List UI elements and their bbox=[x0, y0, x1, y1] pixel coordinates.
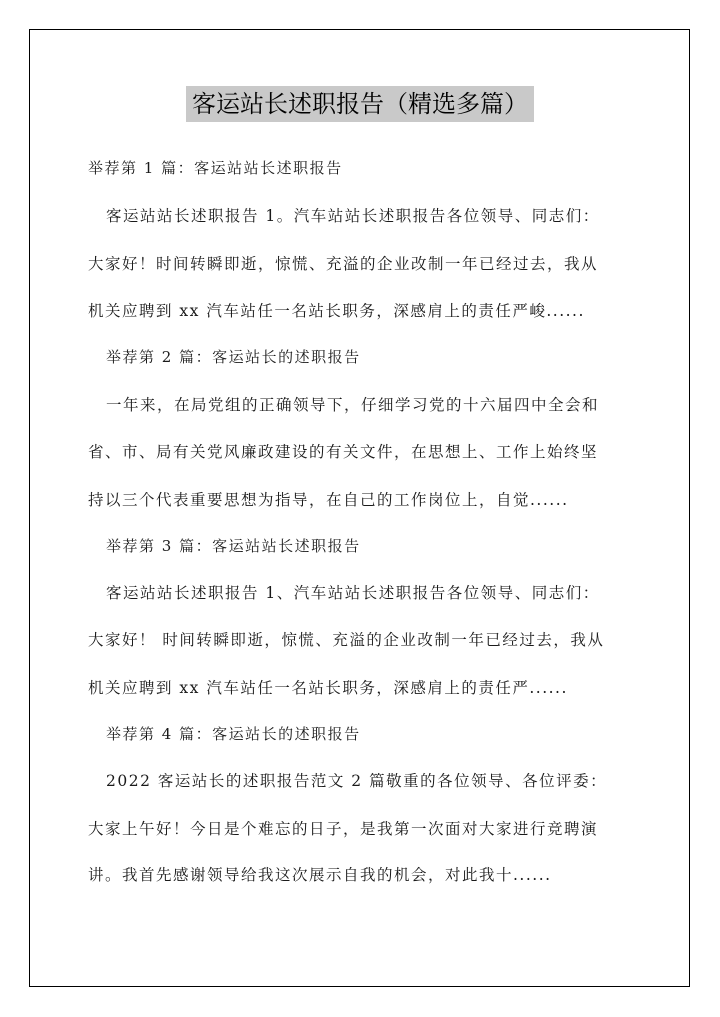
paragraph-line: 客运站站长述职报告 1。汽车站站长述职报告各位领导、同志们： bbox=[106, 207, 600, 225]
paragraph-line: 2022 客运站长的述职报告范文 2 篇敬重的各位领导、各位评委： bbox=[106, 772, 608, 790]
article-heading-4: 举荐第 4 篇：客运站长的述职报告 bbox=[106, 725, 361, 743]
paragraph-line: 机关应聘到 xx 汽车站任一名站长职务，深感肩上的责任严...... bbox=[88, 679, 568, 697]
paragraph-line: 大家好！ 时间转瞬即逝，惊慌、充溢的企业改制一年已经过去，我从 bbox=[88, 631, 605, 649]
paragraph-line: 省、市、局有关党风廉政建设的有关文件，在思想上、工作上始终坚 bbox=[88, 443, 599, 461]
article-heading-3: 举荐第 3 篇：客运站站长述职报告 bbox=[106, 537, 361, 555]
paragraph-line: 讲。我首先感谢领导给我这次展示自我的机会，对此我十...... bbox=[88, 866, 552, 884]
title-container bbox=[0, 86, 720, 122]
paragraph-line: 一年来，在局党组的正确领导下，仔细学习党的十六届四中全会和 bbox=[106, 396, 600, 414]
paragraph-line: 大家好！时间转瞬即逝，惊慌、充溢的企业改制一年已经过去，我从 bbox=[88, 255, 599, 273]
paragraph-line: 持以三个代表重要思想为指导，在自己的工作岗位上，自觉...... bbox=[88, 491, 569, 509]
article-heading-2: 举荐第 2 篇：客运站长的述职报告 bbox=[106, 348, 361, 366]
paragraph-line: 大家上午好！今日是个难忘的日子，是我第一次面对大家进行竞聘演 bbox=[88, 820, 599, 838]
paragraph-line: 机关应聘到 xx 汽车站任一名站长职务，深感肩上的责任严峻...... bbox=[88, 302, 585, 320]
paragraph-line: 客运站站长述职报告 1、汽车站站长述职报告各位领导、同志们： bbox=[106, 584, 600, 602]
article-heading-1: 举荐第 1 篇：客运站站长述职报告 bbox=[88, 159, 343, 177]
document-title: 客运站长述职报告（精选多篇） bbox=[186, 86, 534, 122]
